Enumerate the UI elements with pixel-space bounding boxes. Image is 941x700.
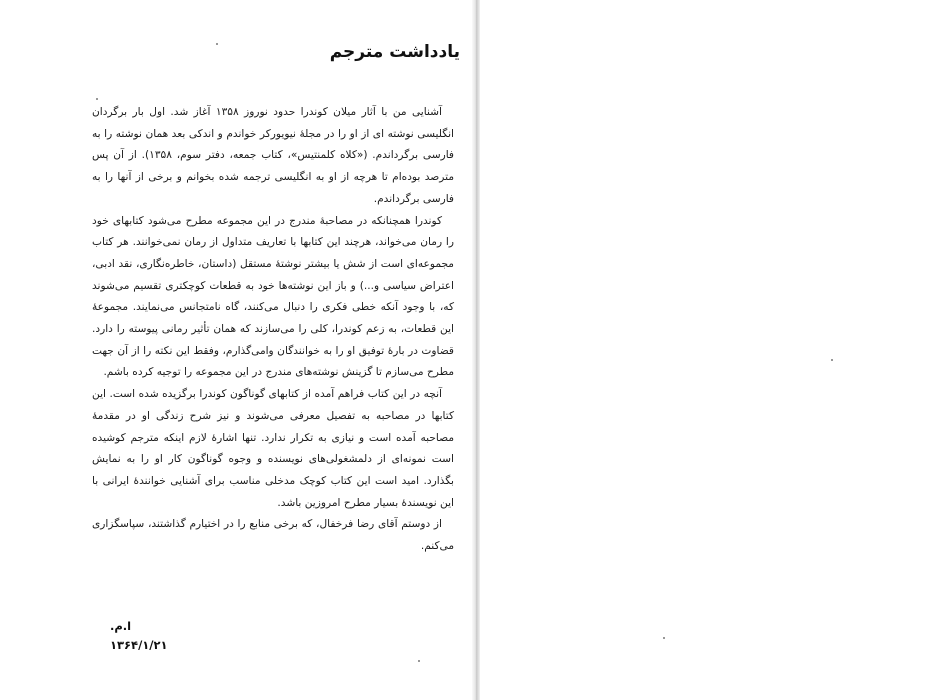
signature-initials: ا.م. [110,619,132,633]
page-title: یادداشت مترجم [329,42,460,62]
scan-speck [216,43,218,45]
paragraph-2: کوندرا همچنانکه در مصاحبهٔ مندرج در این مجموعه مطرح می‌شود کتابهای خود را رمان می‌خواند، هرچند این کتابها با تعاریف متداول از رمان نمی‌خوانند. هر کتاب مجموعه‌ای است از شش یا بیشتر نوشتهٔ مستقل (داستان، خاطره‌نگاری، نقد ادبی، اعتراض سیاسی و...) و باز این نوشته‌ها خود به قطعات کوچکتری تقسیم می‌شوند که، با وجود آنکه خطی فکری را دنبال می‌کنند، گاه نامتجانس می‌نمایند. مجموعهٔ این قطعات، به زعم کوندرا، کلی را می‌سازند که همان تأثیر رمانی پیوسته را دارد. قضاوت در بارهٔ توفیق او را به خوانندگان وامی‌گذارم، وفقط این نکته را از آن جهت مطرح می‌سازم تا گزینش نوشته‌های مندرج در این مجموعه را توجیه کرده باشم. [92,214,454,379]
paragraph-1: آشنایی من با آثار میلان کوندرا حدود نوروز ۱۳۵۸ آغاز شد. اول بار برگردان انگلیسی نوشته ای از او را در مجلهٔ نیویورکر خواندم و اندکی بعد همان نوشته را به فارسی برگرداندم. («کلاه کلمنتیس»، کتاب جمعه، دفتر سوم، ۱۳۵۸). از آن پس مترصد بوده‌ام تا هرچه از او به انگلیسی ترجمه شده بخوانم و برخی از آنها را به فارسی برگرداندم. [92,106,454,205]
book-gutter [472,0,480,700]
scan-speck [831,359,833,361]
scan-speck [663,637,665,639]
paragraph-3: آنچه در این کتاب فراهم آمده از کتابهای گوناگون کوندرا برگزیده شده است. این کتابها در مصاحبه به تفصیل معرفی می‌شوند و نیز شرح زندگی او در مقدمهٔ مصاحبه آمده است و نیازی به تکرار ندارد. تنها اشارهٔ لازم اینکه مترجم کوشیده است نمونه‌ای از دلمشغولی‌های نویسنده و وجوه گوناگون کار او را به نمایش بگذارد. امید است این کتاب کوچک مدخلی مناسب برای آشنایی خوانندهٔ ایرانی با این نویسندهٔ بسیار مطرح امروزین باشد. [92,388,454,509]
left-page [0,0,470,700]
signature-date: ۱۳۶۴/۱/۲۱ [110,638,168,652]
translator-note-body [92,102,454,558]
right-page-blank [481,0,941,700]
scan-speck [96,98,98,100]
scan-speck [418,660,420,662]
signature-block [110,617,190,655]
paragraph-4: از دوستم آقای رضا فرخفال، که برخی منابع را در اختیارم گذاشتند، سپاسگزاری می‌کنم. [92,518,454,553]
